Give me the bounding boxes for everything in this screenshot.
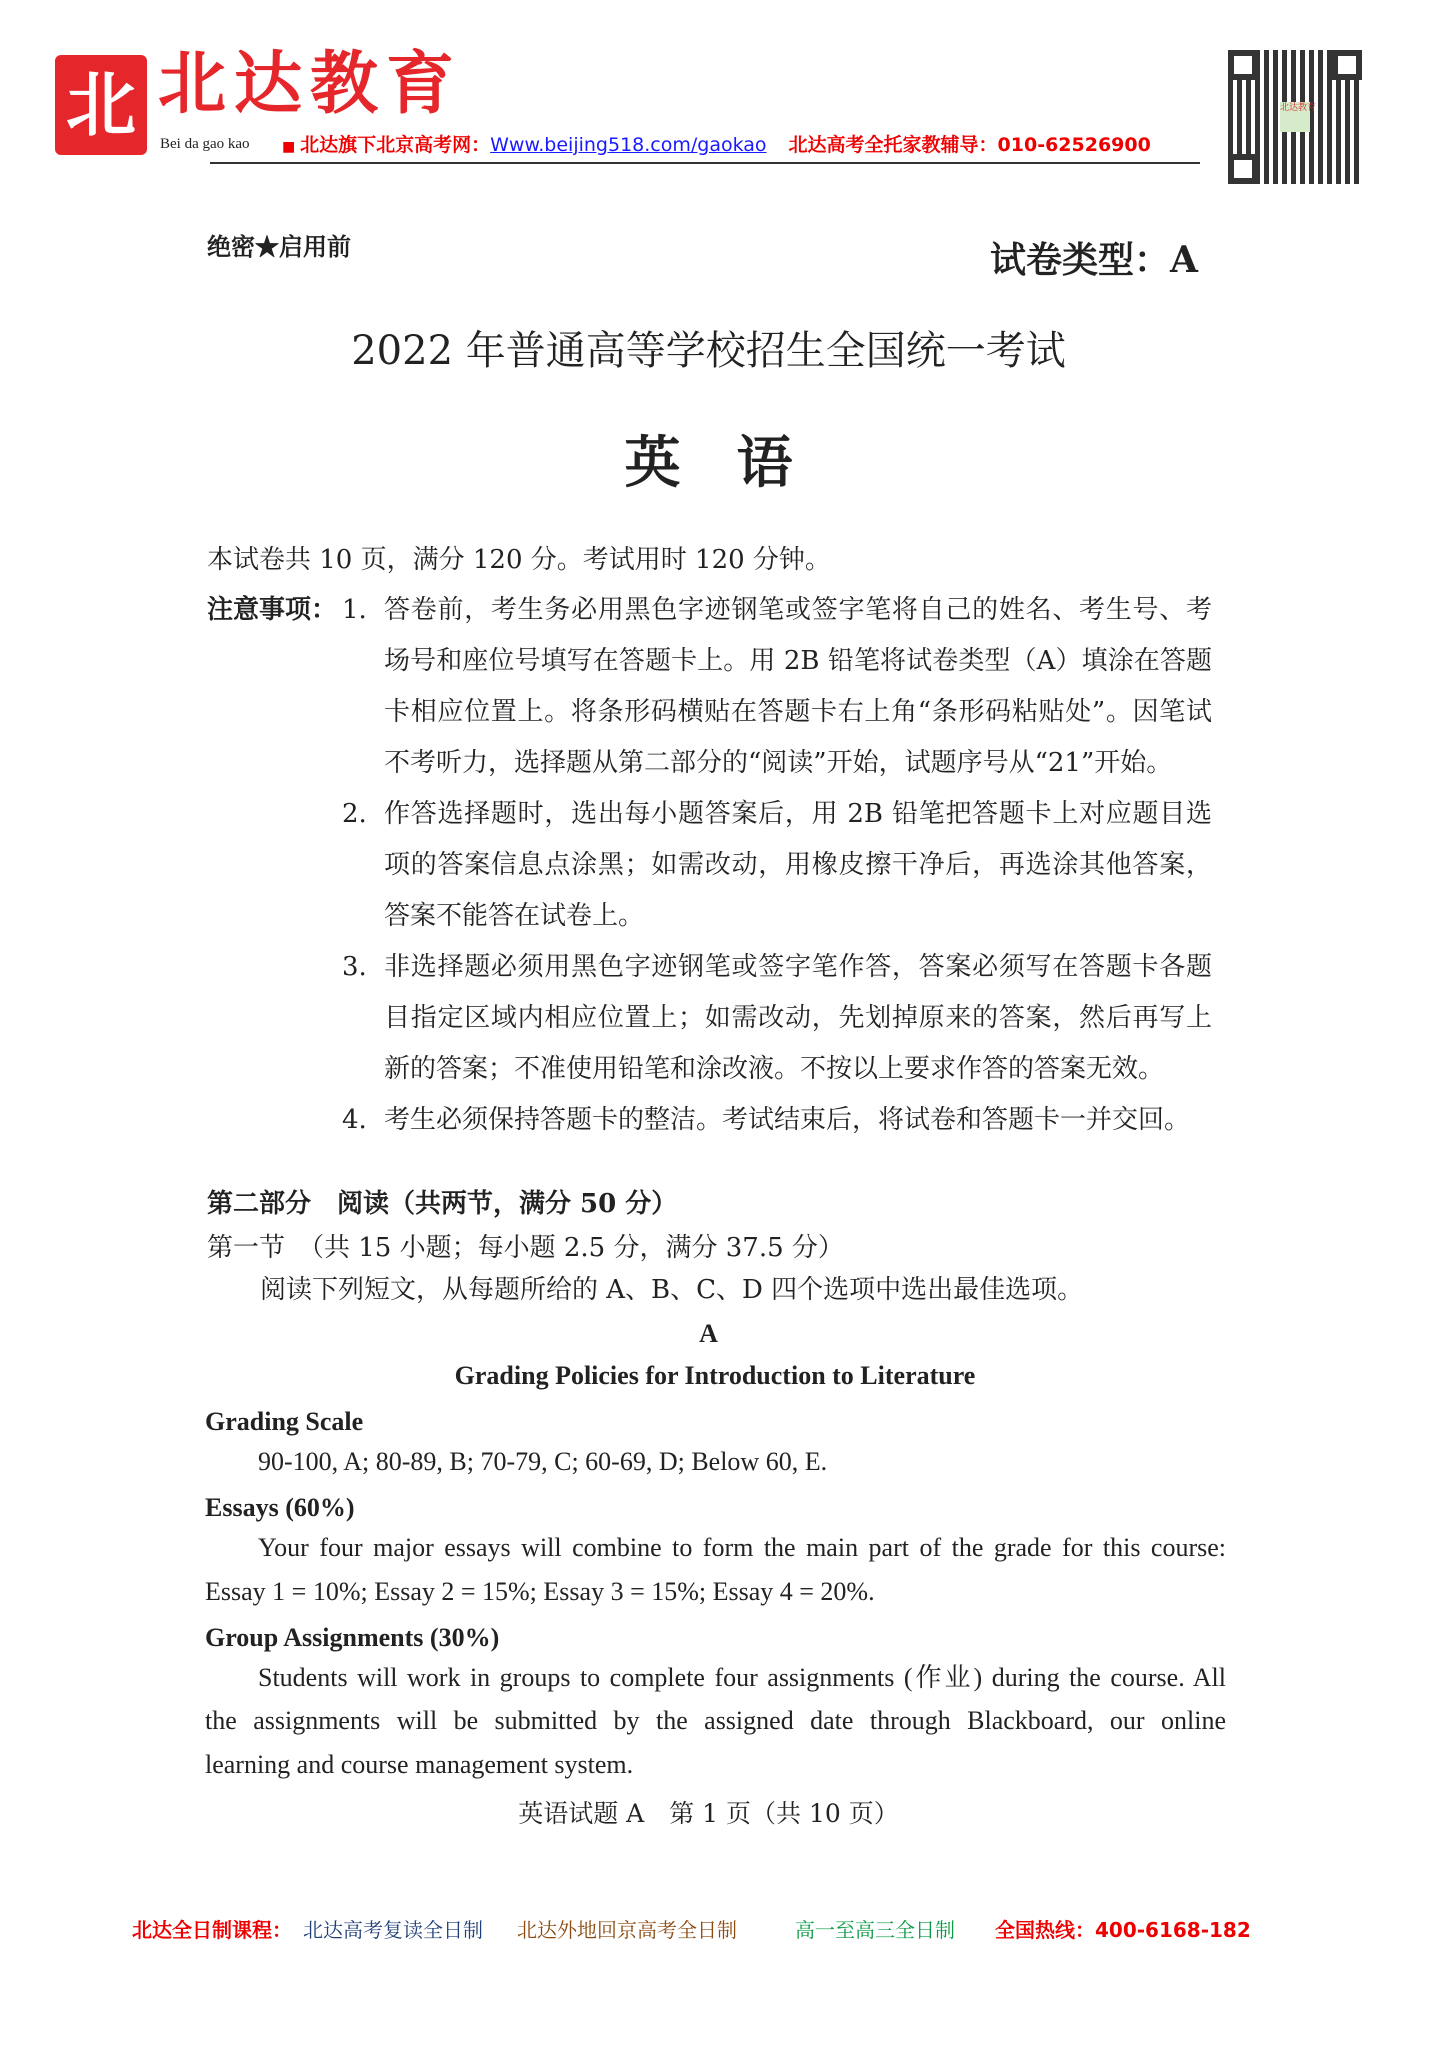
part2-heading: 第二部分 阅读（共两节，满分 50 分）: [207, 1189, 678, 1219]
logo-char: 北: [66, 64, 136, 146]
logo-icon: [55, 55, 147, 155]
note-line: 场号和座位号填写在答题卡上。用 2B 铅笔将试卷类型（A）填涂在答题: [384, 646, 1212, 676]
group-text-2: the assignments will be submitted by the assigned date through Blackboard, our online: [205, 1706, 1226, 1735]
group-text-3: learning and course management system.: [205, 1750, 634, 1779]
note-number: 3.: [342, 952, 367, 982]
passage-title: Grading Policies for Introduction to Literature: [454, 1361, 976, 1390]
paper-type: 试卷类型：A: [990, 239, 1198, 281]
exam-title: 2022 年普通高等学校招生全国统一考试: [351, 328, 1066, 374]
note-line: 考生必须保持答题卡的整洁。考试结束后，将试卷和答题卡一并交回。: [384, 1105, 1191, 1135]
note-line: 不考听力，选择题从第二部分的“阅读”开始，试题序号从“21”开始。: [384, 748, 1173, 778]
site-link[interactable]: Www.beijing518.com/gaokao: [490, 134, 767, 156]
note-number: 2.: [342, 799, 367, 829]
essays-heading: Essays (60%): [205, 1493, 355, 1522]
note-line: 项的答案信息点涂黑；如需改动，用橡皮擦干净后，再选涂其他答案，: [384, 850, 1212, 880]
logo-text: 北达教育: [158, 44, 463, 124]
page-number: 英语试题 A 第 1 页（共 10 页）: [518, 1799, 899, 1828]
footer-course-2[interactable]: 北达外地回京高考全日制: [517, 1918, 737, 1942]
note-line: 卡相应位置上。将条形码横贴在答题卡右上角“条形码粘贴处”。因笔试: [384, 697, 1212, 727]
tutor-label: 北达高考全托家教辅导：010-62526900: [788, 134, 1151, 156]
passage-letter: A: [699, 1319, 718, 1348]
essays-text-1: Your four major essays will combine to form the main part of the grade for this course:: [258, 1533, 1226, 1562]
footer-courses-label: 北达全日制课程：: [132, 1918, 292, 1942]
note-line: 非选择题必须用黑色字迹钢笔或签字笔作答，答案必须写在答题卡各题: [384, 952, 1212, 982]
note-number: 4.: [342, 1105, 367, 1135]
confidential-label: 绝密★启用前: [207, 232, 351, 261]
instruction: 阅读下列短文，从每题所给的 A、B、C、D 四个选项中选出最佳选项。: [260, 1275, 1084, 1305]
notes-label: 注意事项：: [207, 595, 338, 625]
note-line: 答案不能答在试卷上。: [384, 901, 645, 931]
subject-title: 英 语: [624, 430, 793, 496]
group-text-1: Students will work in groups to complete four assignments (作业) during the course. All: [258, 1663, 1226, 1692]
header-divider: [210, 162, 1200, 164]
footer-hotline: 全国热线：400-6168-182: [995, 1918, 1251, 1942]
scale-heading: Grading Scale: [205, 1407, 364, 1436]
header-info: ■ 北达旗下北京高考网：Www.beijing518.com/gaokao 北达高考全托家教辅导：010-62526900: [282, 134, 1151, 156]
logo-subtitle: Bei da gao kao: [160, 136, 250, 152]
site-label: 北达旗下北京高考网：: [300, 134, 491, 156]
note-line: 新的答案；不准使用铅笔和涂改液。不按以上要求作答的答案无效。: [384, 1054, 1165, 1084]
qr-code-icon: [1228, 50, 1362, 184]
qr-label: 北达教育: [1280, 102, 1310, 132]
footer-course-1[interactable]: 北达高考复读全日制: [303, 1918, 483, 1942]
note-line: 目指定区域内相应位置上；如需改动，先划掉原来的答案，然后再写上: [384, 1003, 1212, 1033]
note-number: 1.: [342, 595, 367, 625]
essays-text-2: Essay 1 = 10%; Essay 2 = 15%; Essay 3 = 15%; Essay 4 = 20%.: [205, 1577, 875, 1606]
note-line: 答卷前，考生务必用黑色字迹钢笔或签字笔将自己的姓名、考生号、考: [384, 595, 1212, 625]
group-heading: Group Assignments (30%): [205, 1623, 500, 1652]
exam-intro: 本试卷共 10 页，满分 120 分。考试用时 120 分钟。: [207, 545, 831, 575]
section1-heading: 第一节 （共 15 小题；每小题 2.5 分，满分 37.5 分）: [207, 1233, 844, 1263]
scale-text: 90-100, A; 80-89, B; 70-79, C; 60-69, D; Below 60, E.: [258, 1447, 828, 1476]
footer-course-3[interactable]: 高一至高三全日制: [795, 1918, 955, 1942]
note-line: 作答选择题时，选出每小题答案后，用 2B 铅笔把答题卡上对应题目选: [384, 799, 1212, 829]
